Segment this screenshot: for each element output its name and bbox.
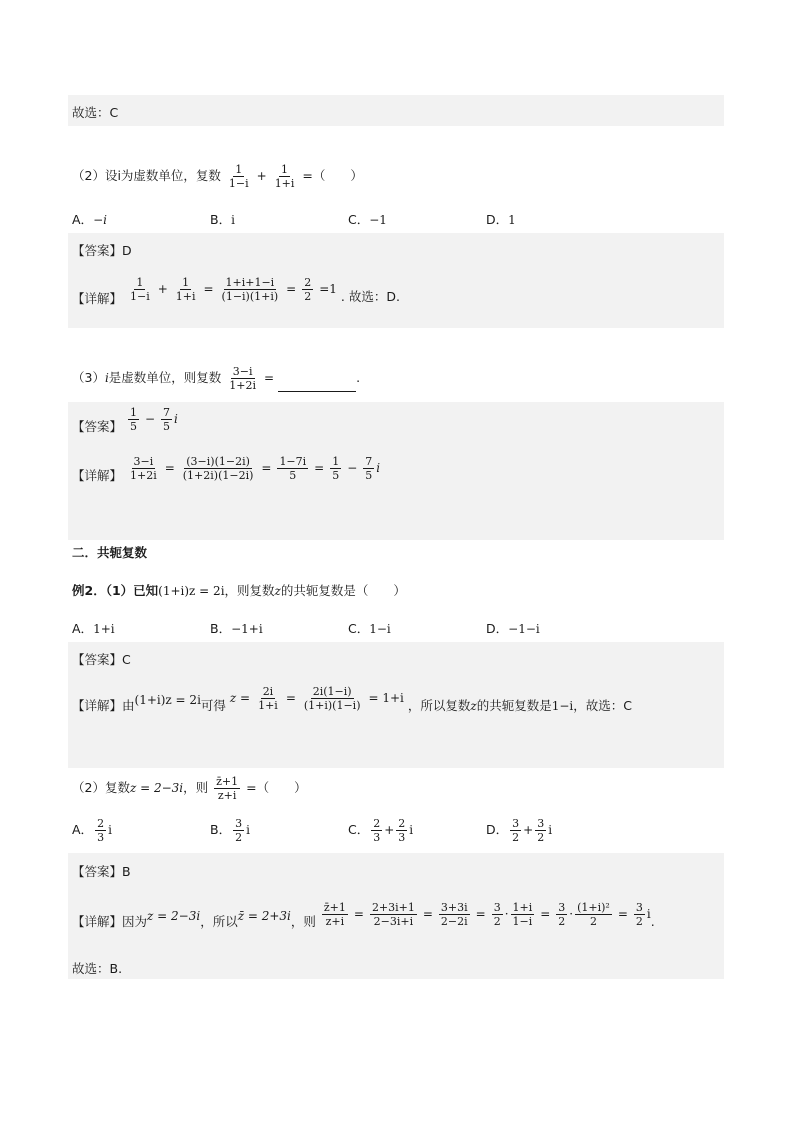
- detail-frac-4: [302, 276, 313, 303]
- frac-den: 1−i: [130, 290, 150, 303]
- ex2-q1-option-d: [486, 619, 540, 637]
- frac-den: 5: [289, 469, 297, 482]
- detail-frac-1: [322, 901, 348, 928]
- option-value: −1+i: [231, 622, 263, 636]
- frac-den: z+i: [325, 915, 345, 928]
- option-i: i: [246, 823, 250, 837]
- detail-frac-3: [439, 901, 470, 928]
- answer-label: 【答案】: [72, 864, 123, 879]
- frac-num: 2i(1−i): [312, 685, 352, 698]
- frac-num: 3+3i: [440, 901, 468, 914]
- frac-num: 7: [365, 455, 373, 468]
- ex2-q2-conclusion: 故选：B.: [72, 961, 123, 976]
- frac-num: 3−i: [133, 455, 154, 468]
- plus: +: [157, 282, 168, 296]
- option-value: −1−i: [508, 622, 540, 636]
- ex2-q1-option-a: [72, 619, 115, 637]
- option-label: B．: [210, 212, 232, 227]
- frac-num: 1: [332, 455, 340, 468]
- detail-frac-2: [181, 455, 256, 482]
- detail-frac-5: [363, 455, 374, 482]
- ex2-q1-question: [72, 581, 406, 599]
- frac-num: (3−i)(1−2i): [186, 455, 250, 468]
- detail-end: ，故选：C: [573, 698, 632, 713]
- frac-den: 5: [130, 420, 137, 433]
- detail-label: 【详解】: [72, 468, 123, 483]
- equals: =: [422, 907, 433, 921]
- answer-label: 【答案】: [72, 419, 123, 434]
- frac-den: 5: [163, 420, 171, 433]
- detail-then: ，则: [290, 914, 316, 929]
- option-value: 1−i: [369, 622, 391, 636]
- imaginary-unit: i: [376, 461, 381, 475]
- q-eq-paren: =（ ）: [246, 780, 307, 795]
- section-title: 二．共轭复数: [72, 545, 148, 560]
- equals: =: [203, 282, 214, 296]
- ex2-q1-option-c: [348, 619, 391, 637]
- equation: z = 2−3i: [147, 909, 201, 923]
- frac-den: 1+i: [175, 290, 196, 303]
- conjugate-equation: z̄ = 2+3i: [237, 909, 291, 923]
- detail-frac-6: [556, 901, 567, 928]
- q-fraction: [214, 775, 240, 802]
- frac-num: z̄+1: [323, 901, 346, 914]
- frac-den: (1+i)(1−i): [303, 699, 361, 712]
- q3-prefix: （3）: [72, 370, 105, 385]
- frac-den: 1+i: [258, 699, 278, 712]
- q3-end: .: [356, 370, 361, 385]
- frac-den: 1+i: [274, 177, 295, 190]
- q2-detail: [72, 276, 400, 306]
- frac-den: z+i: [217, 789, 237, 802]
- frac-num: 2: [304, 276, 312, 289]
- frac-num: 2: [398, 817, 406, 830]
- option-value: i: [231, 213, 235, 227]
- equals: =: [264, 371, 275, 385]
- ex2-q1-answer: [72, 650, 131, 668]
- frac-den: 1+2i: [229, 379, 257, 392]
- ex2-prefix: 例2．（1）已知: [72, 583, 159, 598]
- detail-so: ，所以: [200, 914, 238, 929]
- detail-frac-1: [128, 455, 159, 482]
- plus: +: [256, 169, 267, 183]
- imaginary-unit: i: [646, 907, 651, 921]
- q2-option-a: [72, 210, 107, 228]
- answer-value: D: [122, 243, 132, 258]
- frac-num: 2: [373, 817, 381, 830]
- detail-frac-4: [492, 901, 503, 928]
- option-frac-2: [396, 817, 407, 844]
- option-frac: [233, 817, 244, 844]
- frac-den: 2: [589, 915, 597, 928]
- detail-text2: 的共轭复数是: [476, 698, 552, 713]
- ex2-q2-option-d: [486, 817, 552, 844]
- frac-num: 7: [163, 406, 171, 419]
- option-label: A．: [72, 822, 94, 837]
- answer-value: B: [122, 864, 131, 879]
- equals: =: [353, 907, 364, 921]
- frac-den: 5: [365, 469, 373, 482]
- option-value: 1: [508, 213, 516, 227]
- answer-frac-2: [161, 406, 172, 433]
- detail-because: 因为: [122, 914, 148, 929]
- frac-num: 2+3i+1: [371, 901, 415, 914]
- detail-text: ，所以复数: [407, 698, 471, 713]
- frac-num: 3−i: [232, 365, 253, 378]
- result: = 1+i: [368, 691, 404, 705]
- frac-den: 2−3i+i: [373, 915, 414, 928]
- ex2-text2: 的共轭复数是（ ）: [280, 583, 406, 598]
- option-label: A．: [72, 621, 94, 636]
- option-label: C．: [348, 822, 370, 837]
- ex2-q1-option-b: [210, 619, 263, 637]
- frac-num: 1: [281, 163, 289, 176]
- q2-question: [72, 163, 363, 190]
- ex2-q2-option-a: [72, 817, 112, 844]
- frac-num: (1+i)²: [577, 901, 610, 914]
- z-equals: z =: [229, 691, 251, 705]
- detail-frac-2: [302, 685, 363, 712]
- frac-num: 2i: [262, 685, 274, 698]
- option-label: C．: [348, 212, 370, 227]
- detail-frac-1: [128, 276, 152, 303]
- option-i: i: [548, 823, 553, 837]
- answer-blank: [278, 379, 356, 392]
- option-frac: [371, 817, 382, 844]
- ex2-q2-option-c: [348, 817, 413, 844]
- detail-end: . 故选：D.: [340, 289, 400, 304]
- q3-detail: [72, 455, 380, 482]
- equals: =: [617, 907, 628, 921]
- dot: ·: [569, 907, 574, 921]
- frac-num: 3: [512, 817, 520, 830]
- detail-frac-3: [220, 276, 281, 303]
- detail-frac-4: [330, 455, 341, 482]
- plus: +: [523, 823, 534, 837]
- frac-num: z̄+1: [216, 775, 239, 788]
- frac-num: 1+i: [512, 901, 533, 914]
- q2-option-b: [210, 210, 235, 228]
- option-i: i: [409, 823, 414, 837]
- frac-den: 2: [537, 831, 545, 844]
- answer-label: 【答案】: [72, 243, 123, 258]
- q2-answer: [72, 241, 132, 259]
- option-value: −i: [93, 213, 107, 227]
- imaginary-unit: i: [104, 371, 109, 385]
- top-conclusion: 故选：C: [72, 105, 119, 120]
- frac-num: 1: [182, 276, 190, 289]
- ex2-q2-detail: [72, 901, 655, 928]
- frac-den: 3: [97, 831, 105, 844]
- q-prefix: （2）复数: [72, 780, 130, 795]
- detail-label: 【详解】: [72, 914, 123, 929]
- detail-end: .: [650, 914, 655, 929]
- frac-num: 3: [493, 901, 501, 914]
- option-label: B．: [210, 822, 232, 837]
- option-label: C．: [348, 621, 370, 636]
- equals: =: [475, 907, 486, 921]
- frac-den: (1+2i)(1−2i): [182, 469, 254, 482]
- ex2-q1-detail: [72, 685, 632, 712]
- frac-den: 2: [558, 915, 566, 928]
- option-label: D．: [486, 822, 509, 837]
- detail-frac-2: [174, 276, 198, 303]
- equals: =: [540, 907, 551, 921]
- option-label: D．: [486, 212, 509, 227]
- option-i: i: [108, 823, 112, 837]
- equals: =: [261, 461, 272, 475]
- minus: −: [144, 412, 156, 426]
- ex2-text: ，则复数: [224, 583, 275, 598]
- q2-prefix: （2）设i为虚数单位，复数: [72, 168, 221, 183]
- detail-get: 可得: [200, 698, 226, 713]
- option-label: A．: [72, 212, 94, 227]
- option-label: D．: [486, 621, 509, 636]
- q2-option-d: [486, 210, 516, 228]
- z-variable: z: [470, 699, 477, 713]
- equation: (1+i)z = 2i: [134, 693, 201, 707]
- equals: =: [314, 461, 325, 475]
- equals: =: [286, 282, 297, 296]
- equation: z = 2−3i: [129, 781, 184, 795]
- detail-label: 【详解】: [72, 290, 123, 306]
- frac-num: 3: [635, 901, 643, 914]
- detail-label: 【详解】: [72, 698, 123, 713]
- q3-answer: [72, 406, 178, 433]
- q2-fraction-1: [227, 163, 251, 190]
- frac-num: 3: [558, 901, 566, 914]
- plus: +: [384, 823, 395, 837]
- frac-den: 1−i: [228, 177, 249, 190]
- detail-frac-2: [370, 901, 417, 928]
- q2-eq-paren: =（ ）: [302, 168, 363, 183]
- detail-frac-8: [634, 901, 645, 928]
- equation: (1+i)z = 2i: [158, 584, 225, 598]
- frac-den: 1−i: [512, 915, 533, 928]
- frac-num: 1: [136, 276, 144, 289]
- frac-num: 1−7i: [279, 455, 307, 468]
- detail-frac-7: [575, 901, 612, 928]
- frac-num: 1+i+1−i: [225, 276, 275, 289]
- top-conclusion-block: [68, 95, 724, 126]
- option-value: 1+i: [93, 622, 115, 636]
- conjugate: 1−i: [551, 699, 574, 713]
- frac-num: 2: [97, 817, 105, 830]
- frac-den: 2: [304, 290, 312, 303]
- option-frac: [95, 817, 106, 844]
- answer-label: 【答案】: [72, 652, 123, 667]
- q3-text: 是虚数单位，则复数: [108, 370, 222, 385]
- ex2-q2-answer: [72, 862, 131, 880]
- q2-fraction-2: [273, 163, 297, 190]
- q2-option-c: [348, 210, 387, 228]
- answer-value: C: [122, 652, 131, 667]
- frac-den: 3: [373, 831, 381, 844]
- dot: ·: [504, 907, 509, 921]
- option-value: −1: [369, 213, 387, 227]
- answer-frac-1: [128, 406, 139, 433]
- equals: =: [164, 461, 175, 475]
- frac-den: 2: [512, 831, 520, 844]
- detail-frac-3: [277, 455, 308, 482]
- frac-den: 3: [398, 831, 406, 844]
- frac-den: 2−2i: [440, 915, 468, 928]
- q3-question: [72, 365, 360, 392]
- frac-den: 2: [235, 831, 243, 844]
- ex2-q2-question: [72, 775, 307, 802]
- minus: −: [347, 461, 358, 475]
- q-text: ，则: [183, 780, 209, 795]
- option-frac-2: [535, 817, 546, 844]
- frac-num: 1: [130, 406, 137, 419]
- frac-num: 1: [235, 163, 243, 176]
- frac-den: 2: [635, 915, 643, 928]
- imaginary-unit: i: [174, 412, 178, 426]
- option-label: B．: [210, 621, 232, 636]
- ex2-q2-option-b: [210, 817, 250, 844]
- equals-one: =1: [319, 282, 337, 296]
- option-frac: [510, 817, 521, 844]
- frac-den: 2: [493, 915, 501, 928]
- z-variable: z: [274, 584, 281, 598]
- detail-frac-5: [511, 901, 535, 928]
- frac-num: 3: [537, 817, 545, 830]
- detail-by: 由: [122, 698, 135, 713]
- frac-den: (1−i)(1+i): [221, 290, 279, 303]
- frac-num: 3: [235, 817, 243, 830]
- frac-den: 1+2i: [130, 469, 157, 482]
- equals: =: [285, 691, 296, 705]
- frac-den: 5: [332, 469, 340, 482]
- q3-fraction: [227, 365, 258, 392]
- detail-frac-1: [256, 685, 280, 712]
